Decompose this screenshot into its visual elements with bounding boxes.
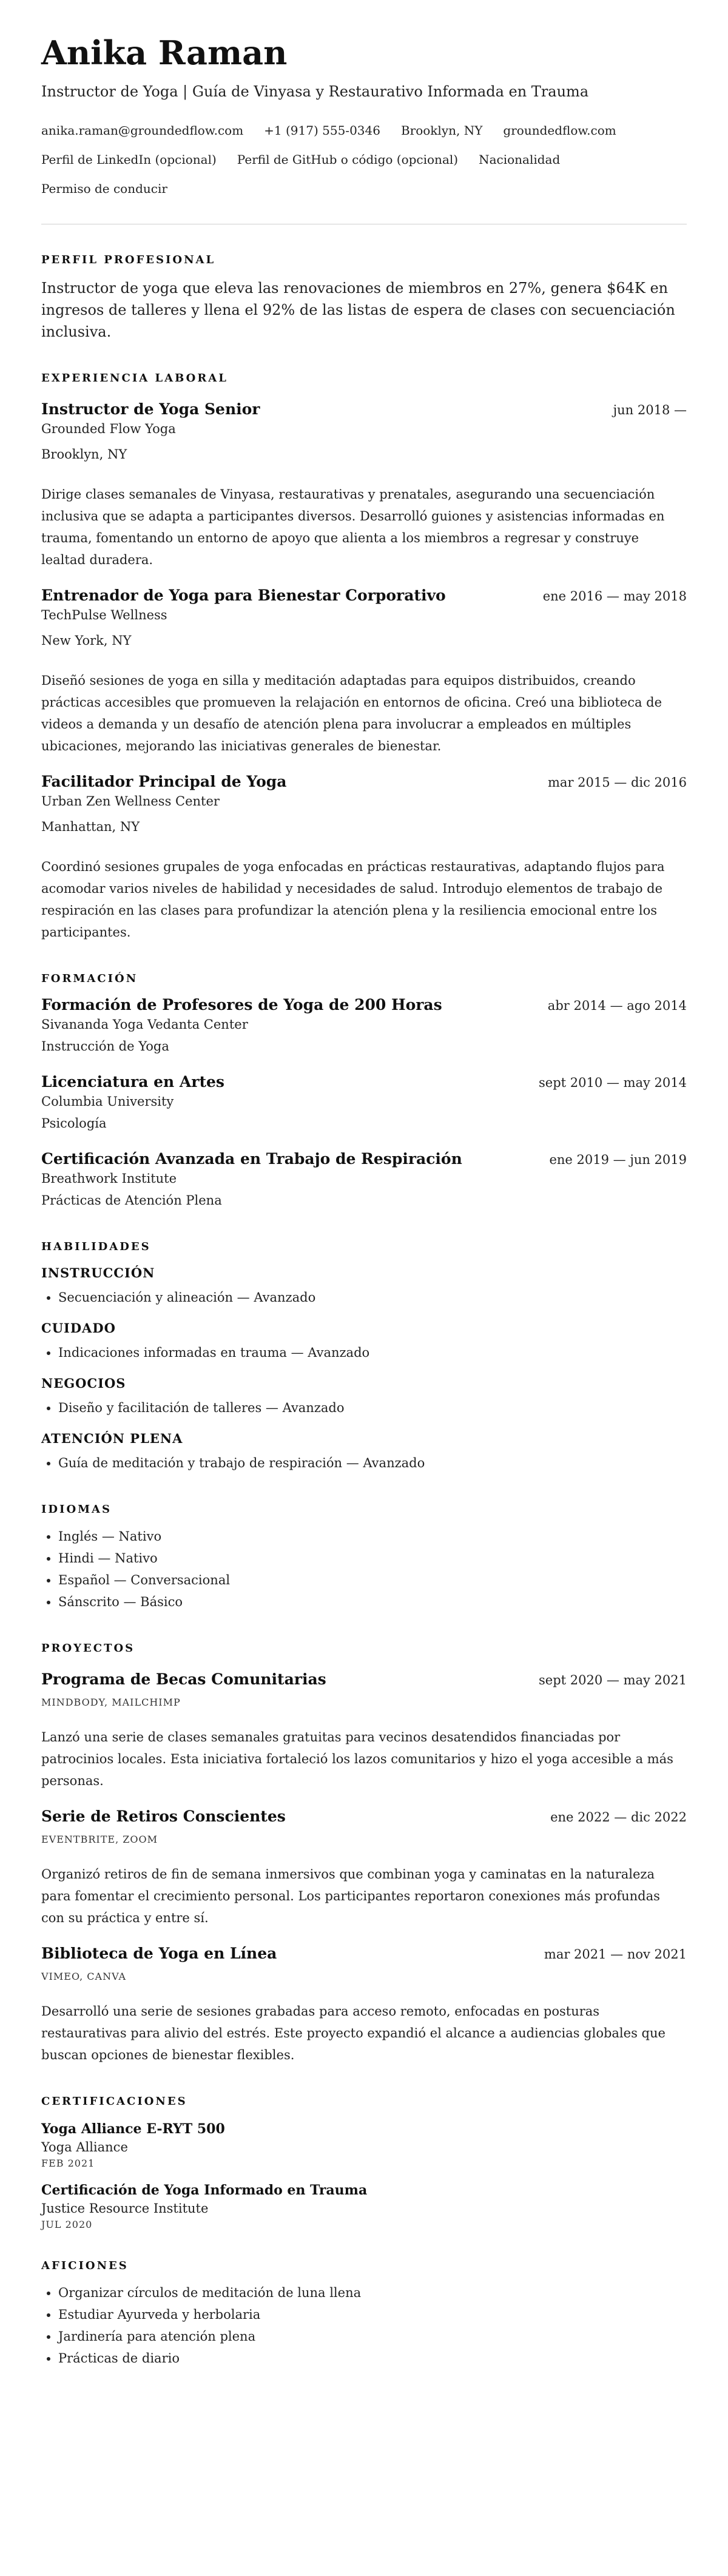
section-title-hobbies: AFICIONES bbox=[41, 2259, 129, 2273]
job-dates: mar 2015 — dic 2016 bbox=[548, 775, 687, 790]
languages-section bbox=[41, 1503, 687, 1613]
education-field: Prácticas de Atención Plena bbox=[41, 1193, 222, 1208]
education-dates: sept 2010 — may 2014 bbox=[539, 1075, 687, 1091]
certification-name: Certificación de Yoga Informado en Trauma bbox=[41, 2182, 368, 2199]
hobby-item: • Jardinería para atención plena bbox=[58, 2325, 687, 2347]
certification-date: JUL 2020 bbox=[41, 2219, 93, 2231]
contact-linkedin[interactable]: Perfil de LinkedIn (opcional) bbox=[41, 152, 217, 167]
headline: Instructor de Yoga | Guía de Vinyasa y Restaurativo Informada en Trauma bbox=[41, 83, 589, 101]
project-dates: mar 2021 — nov 2021 bbox=[544, 1947, 687, 1962]
hobbies-list bbox=[41, 2282, 687, 2369]
language-item: • Inglés — Nativo bbox=[58, 1525, 687, 1547]
education-entry bbox=[41, 996, 687, 1057]
certification-date: FEB 2021 bbox=[41, 2157, 95, 2170]
education-dates: ene 2019 — jun 2019 bbox=[549, 1152, 687, 1168]
hobby-item: • Prácticas de diario bbox=[58, 2347, 687, 2369]
summary-text: Instructor de yoga que eleva las renovaciones de miembros en 27%, genera $64K en ingresos de talleres y llena el 92% de las listas de espera de clases con secuenciación inclusiva. bbox=[41, 280, 675, 341]
contact-nationality: Nacionalidad bbox=[479, 152, 561, 167]
summary-section bbox=[41, 254, 687, 343]
contact-location: Brooklyn, NY bbox=[400, 123, 483, 138]
job-description: Dirige clases semanales de Vinyasa, restaurativas y prenatales, asegurando una secuenciación inclusiva que se adapta a participantes diversos. Desarrolló guiones y asistencias informadas en trauma, fomentando un entorno de apoyo que alienta a los miembros a regresar y construye lealtad duradera. bbox=[41, 487, 665, 568]
project-name: Biblioteca de Yoga en Línea bbox=[41, 1945, 277, 1963]
project-description: Organizó retiros de fin de semana inmersivos que combinan yoga y caminatas en la naturaleza para fomentar el crecimiento personal. Los participantes reportaron conexiones más profundas con su práctica y entre sí. bbox=[41, 1867, 660, 1926]
project-entry bbox=[41, 1808, 687, 1929]
hobbies-section bbox=[41, 2259, 687, 2369]
skill-group bbox=[41, 1376, 687, 1419]
language-item: • Sánscrito — Básico bbox=[58, 1591, 687, 1613]
languages-list bbox=[41, 1525, 687, 1613]
certification-issuer: Yoga Alliance bbox=[41, 2140, 128, 2155]
contact-website[interactable]: groundedflow.com bbox=[503, 123, 616, 138]
job-title: Facilitador Principal de Yoga bbox=[41, 773, 287, 791]
section-title-languages: IDIOMAS bbox=[41, 1503, 112, 1516]
job-company: Grounded Flow Yoga bbox=[41, 422, 176, 437]
skill-group-name: ATENCIÓN PLENA bbox=[41, 1431, 183, 1447]
education-degree: Certificación Avanzada en Trabajo de Respiración bbox=[41, 1150, 462, 1168]
job-company: TechPulse Wellness bbox=[41, 608, 167, 623]
experience-entry bbox=[41, 400, 687, 571]
project-dates: ene 2022 — dic 2022 bbox=[550, 1810, 687, 1825]
contact-email[interactable]: anika.raman@groundedflow.com bbox=[41, 123, 244, 138]
job-location: New York, NY bbox=[41, 633, 132, 648]
certification-entry bbox=[41, 2121, 687, 2169]
section-title-summary: PERFIL PROFESIONAL bbox=[41, 254, 216, 267]
education-field: Instrucción de Yoga bbox=[41, 1039, 169, 1054]
contact-info bbox=[41, 116, 687, 203]
education-section bbox=[41, 972, 687, 1211]
language-item: • Español — Conversacional bbox=[58, 1569, 687, 1591]
projects-section bbox=[41, 1642, 687, 2066]
education-field: Psicología bbox=[41, 1116, 107, 1131]
job-company: Urban Zen Wellness Center bbox=[41, 794, 220, 809]
job-description: Coordinó sesiones grupales de yoga enfocadas en prácticas restaurativas, adaptando flujos para acomodar varios niveles de habilidad y necesidades de salud. Introdujo elementos de trabajo de respiración en las clases para profundizar la atención plena y la resiliencia emocional entre los participantes. bbox=[41, 859, 665, 940]
skills-section bbox=[41, 1240, 687, 1474]
project-tech: MINDBODY, MAILCHIMP bbox=[41, 1697, 181, 1709]
certifications-section bbox=[41, 2095, 687, 2230]
hobby-item: • Organizar círculos de meditación de luna llena bbox=[58, 2282, 687, 2304]
section-title-projects: PROYECTOS bbox=[41, 1642, 135, 1655]
contact-github[interactable]: Perfil de GitHub o código (opcional) bbox=[237, 152, 459, 167]
experience-entry bbox=[41, 587, 687, 757]
job-location: Manhattan, NY bbox=[41, 819, 140, 835]
skill-group bbox=[41, 1265, 687, 1308]
certification-entry bbox=[41, 2182, 687, 2230]
education-dates: abr 2014 — ago 2014 bbox=[547, 998, 687, 1014]
section-title-education: FORMACIÓN bbox=[41, 972, 138, 986]
skill-item: • Diseño y facilitación de talleres — Avanzado bbox=[58, 1397, 687, 1419]
project-name: Serie de Retiros Conscientes bbox=[41, 1808, 286, 1826]
section-title-certifications: CERTIFICACIONES bbox=[41, 2095, 187, 2108]
skill-item: • Guía de meditación y trabajo de respiración — Avanzado bbox=[58, 1452, 687, 1474]
certification-issuer: Justice Resource Institute bbox=[41, 2201, 209, 2216]
skill-group bbox=[41, 1431, 687, 1474]
section-title-experience: EXPERIENCIA LABORAL bbox=[41, 372, 228, 385]
section-title-skills: HABILIDADES bbox=[41, 1240, 151, 1254]
project-name: Programa de Becas Comunitarias bbox=[41, 1670, 326, 1689]
language-item: • Hindi — Nativo bbox=[58, 1547, 687, 1569]
project-entry bbox=[41, 1945, 687, 2066]
skill-group-name: INSTRUCCIÓN bbox=[41, 1265, 155, 1281]
job-location: Brooklyn, NY bbox=[41, 447, 127, 462]
skill-item: • Indicaciones informadas en trauma — Avanzado bbox=[58, 1342, 687, 1364]
hobby-item: • Estudiar Ayurveda y herbolaria bbox=[58, 2304, 687, 2325]
skill-group-name: CUIDADO bbox=[41, 1320, 116, 1336]
skill-group bbox=[41, 1320, 687, 1364]
project-tech: EVENTBRITE, ZOOM bbox=[41, 1834, 158, 1846]
job-description: Diseñó sesiones de yoga en silla y meditación adaptadas para equipos distribuidos, creando prácticas accesibles que promueven la relajación en entornos de oficina. Creó una biblioteca de videos a demanda y un desafío de atención plena para involucrar a empleados en múltiples ubicaciones, mejorando las iniciativas generales de bienestar. bbox=[41, 673, 662, 754]
education-school: Columbia University bbox=[41, 1094, 174, 1109]
education-school: Breathwork Institute bbox=[41, 1171, 177, 1186]
education-school: Sivananda Yoga Vedanta Center bbox=[41, 1017, 248, 1032]
job-dates: jun 2018 — bbox=[613, 403, 687, 418]
certification-name: Yoga Alliance E-RYT 500 bbox=[41, 2121, 225, 2137]
job-title: Instructor de Yoga Senior bbox=[41, 400, 260, 419]
experience-section bbox=[41, 372, 687, 943]
education-entry bbox=[41, 1073, 687, 1134]
experience-entry bbox=[41, 773, 687, 943]
education-degree: Licenciatura en Artes bbox=[41, 1073, 224, 1091]
skill-item: • Secuenciación y alineación — Avanzado bbox=[58, 1286, 687, 1308]
project-dates: sept 2020 — may 2021 bbox=[539, 1673, 687, 1688]
contact-drivers-license: Permiso de conducir bbox=[41, 181, 167, 197]
project-description: Lanzó una serie de clases semanales gratuitas para vecinos desatendidos financiadas por patrocinios locales. Esta iniciativa fortaleció los lazos comunitarios y hizo el yoga accesible a más personas. bbox=[41, 1730, 673, 1789]
job-title: Entrenador de Yoga para Bienestar Corporativo bbox=[41, 587, 446, 605]
education-degree: Formación de Profesores de Yoga de 200 Horas bbox=[41, 996, 442, 1014]
project-entry bbox=[41, 1670, 687, 1792]
contact-phone[interactable]: +1 (917) 555-0346 bbox=[264, 123, 380, 138]
candidate-name: Anika Raman bbox=[41, 33, 288, 72]
project-tech: VIMEO, CANVA bbox=[41, 1971, 127, 1983]
job-dates: ene 2016 — may 2018 bbox=[542, 589, 687, 604]
project-description: Desarrolló una serie de sesiones grabadas para acceso remoto, enfocadas en posturas restaurativas para alivio del estrés. Este proyecto expandió el alcance a audiencias globales que buscan opciones de bienestar flexibles. bbox=[41, 2004, 666, 2063]
education-entry bbox=[41, 1150, 687, 1211]
skill-group-name: NEGOCIOS bbox=[41, 1376, 126, 1391]
